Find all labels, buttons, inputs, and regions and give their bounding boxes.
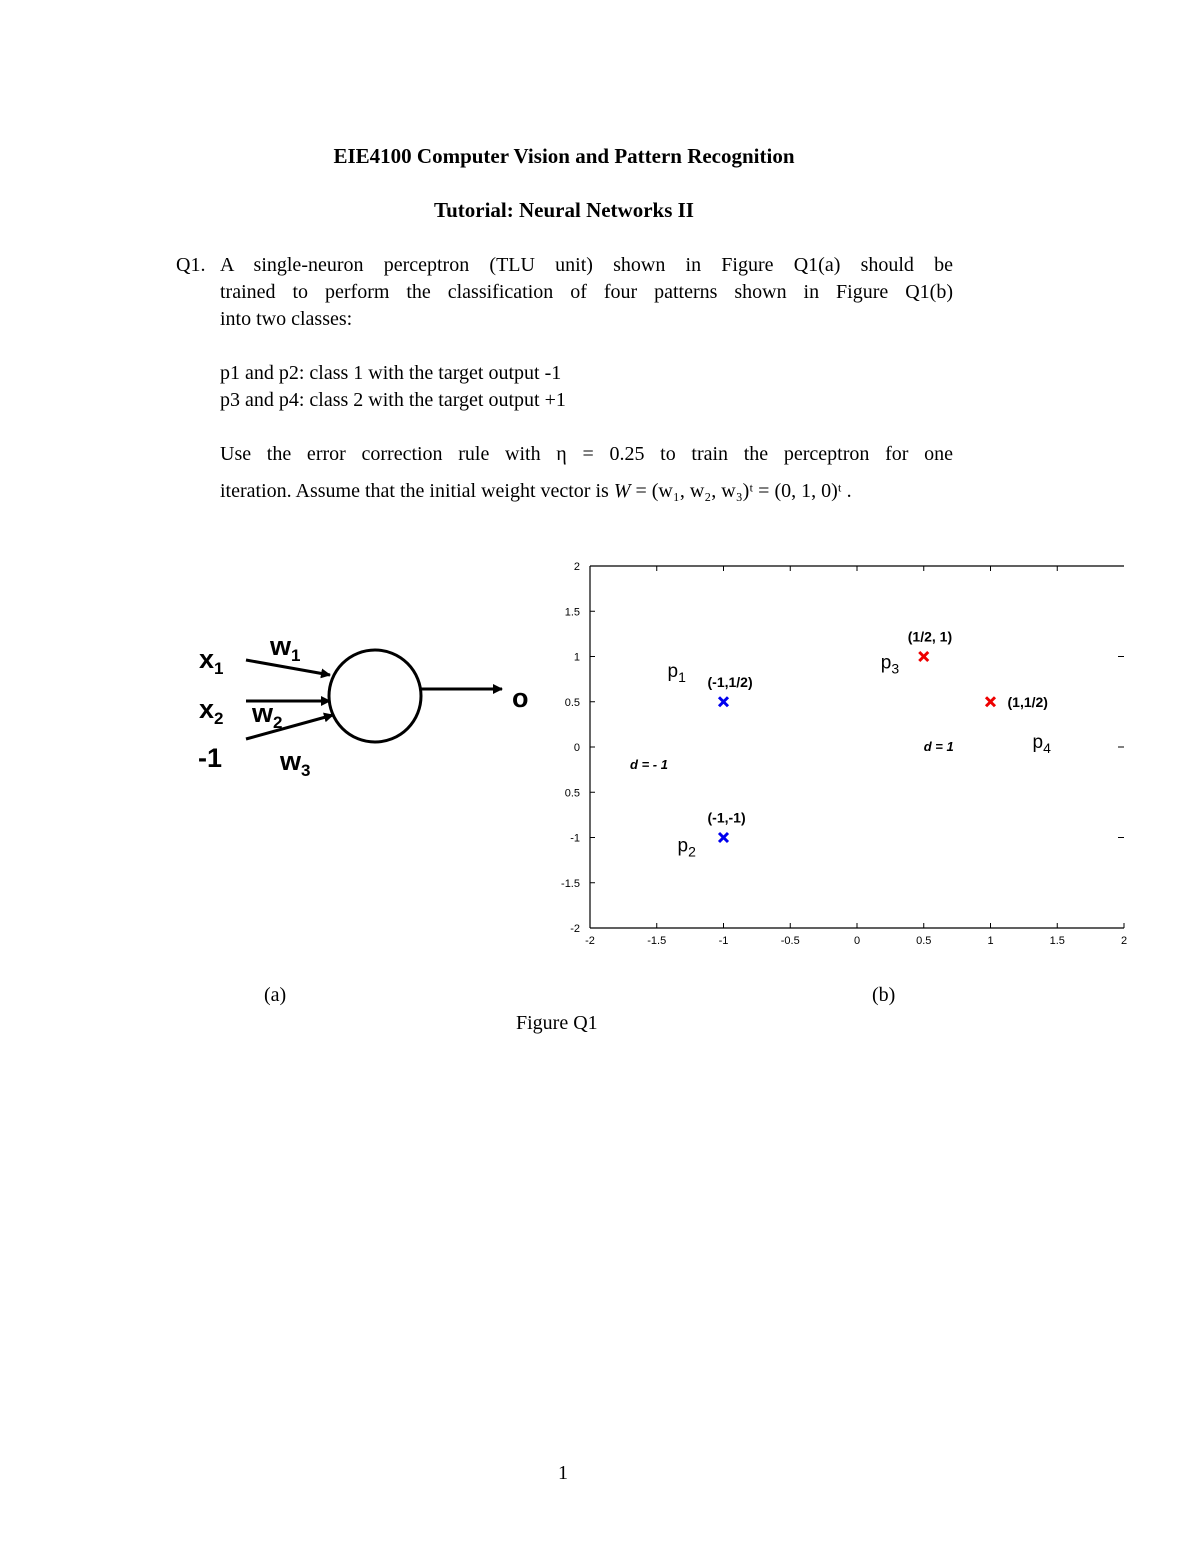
- point-name-subscript: 3: [891, 660, 900, 677]
- y-tick-label: 1: [573, 651, 580, 664]
- perceptron-diagram: [190, 615, 550, 790]
- y-tick-label: -2: [570, 923, 580, 935]
- point-name-subscript: 4: [1043, 739, 1051, 756]
- course-title: EIE4100 Computer Vision and Pattern Recognition: [333, 144, 795, 168]
- question-number: Q1.: [176, 254, 206, 276]
- point-coordinate-label: (1,1/2): [1007, 693, 1048, 710]
- pattern-scatter-plot: [540, 550, 1140, 960]
- point-name-label: [1033, 732, 1052, 756]
- point-name-letter: p: [667, 660, 679, 682]
- point-name-label: [881, 653, 900, 677]
- y-tick-label: 1.5: [564, 606, 580, 619]
- class-target-annotation: d = - 1: [630, 757, 668, 773]
- input-x1-label: $x_1$: [199, 644, 224, 678]
- point-name-subscript: 1: [678, 668, 686, 685]
- question-intro-line2: trained to perform the classification of four patterns shown in Figure Q1(b): [220, 281, 953, 303]
- point-name-label: [668, 661, 687, 685]
- y-tick-label: -1.5: [561, 877, 580, 890]
- tutorial-title: Tutorial: Neural Networks II: [434, 198, 694, 222]
- data-point-p3: [919, 652, 928, 661]
- class1-definition: p1 and p2: class 1 with the target output -1: [220, 362, 562, 384]
- x-tick-label: -2: [585, 935, 595, 947]
- neuron-circle: [329, 650, 421, 742]
- page-number: 1: [558, 1462, 568, 1484]
- data-point-p2: [719, 833, 728, 842]
- weight-symbol: W: [613, 480, 631, 502]
- input-arrow-1: [246, 660, 330, 675]
- question-intro-line3: into two classes:: [220, 308, 353, 330]
- data-point-p4: [986, 697, 995, 706]
- point-name-letter: p: [880, 652, 892, 674]
- figure-label-b: (b): [872, 984, 896, 1006]
- question-intro-line1: A single-neuron perceptron (TLU unit) shown in Figure Q1(a) should be: [220, 254, 953, 276]
- point-name-label: [678, 836, 697, 860]
- x-tick-label: 0.5: [916, 935, 932, 947]
- x-tick-label: 2: [1120, 935, 1128, 947]
- point-coordinate-label: (-1,-1): [707, 809, 746, 826]
- data-point-p1: [719, 697, 728, 706]
- input-x2-label: $x_2$: [199, 694, 224, 728]
- figure-caption: Figure Q1: [516, 1012, 598, 1034]
- x-tick-label: 1: [987, 935, 994, 947]
- point-name-letter: p: [1032, 731, 1044, 753]
- weight-w3-label: $w_3$: [280, 746, 311, 780]
- y-tick-label: 0.5: [564, 696, 580, 709]
- class-target-annotation: d = 1: [923, 739, 954, 754]
- y-tick-label: 0.5: [564, 787, 580, 800]
- point-name-subscript: 2: [688, 843, 696, 860]
- x-tick-label: -0.5: [780, 935, 800, 947]
- figure-label-a: (a): [264, 984, 287, 1006]
- x-tick-label: -1: [718, 935, 729, 947]
- weight-w1-label: $w_1$: [270, 631, 301, 665]
- plot-marks: [630, 629, 1051, 860]
- y-tick-label: -1: [570, 832, 580, 845]
- y-tick-label: 0: [573, 742, 580, 754]
- weight-expression: = (w₁, w₂, w₃)ᵗ = (0, 1, 0)ᵗ .: [635, 480, 852, 502]
- input-bias-label: -1: [198, 743, 223, 773]
- output-o-label: o: [512, 683, 529, 713]
- instruction-line2: [220, 478, 852, 505]
- instruction-line1: Use the error correction rule with η = 0.25 to train the perceptron for one: [220, 443, 953, 465]
- instruction-line2-prefix: iteration. Assume that the initial weight vector is: [220, 480, 609, 502]
- weight-w2-label: $w_2$: [252, 698, 283, 732]
- x-tick-label: 1.5: [1049, 935, 1065, 947]
- point-name-letter: p: [677, 835, 689, 857]
- x-tick-label: -1.5: [647, 935, 667, 947]
- x-tick-label: 0: [853, 935, 861, 947]
- y-tick-label: 2: [573, 561, 580, 573]
- class2-definition: p3 and p4: class 2 with the target output +1: [220, 389, 566, 411]
- point-coordinate-label: (-1,1/2): [707, 673, 753, 690]
- point-coordinate-label: (1/2, 1): [907, 628, 953, 645]
